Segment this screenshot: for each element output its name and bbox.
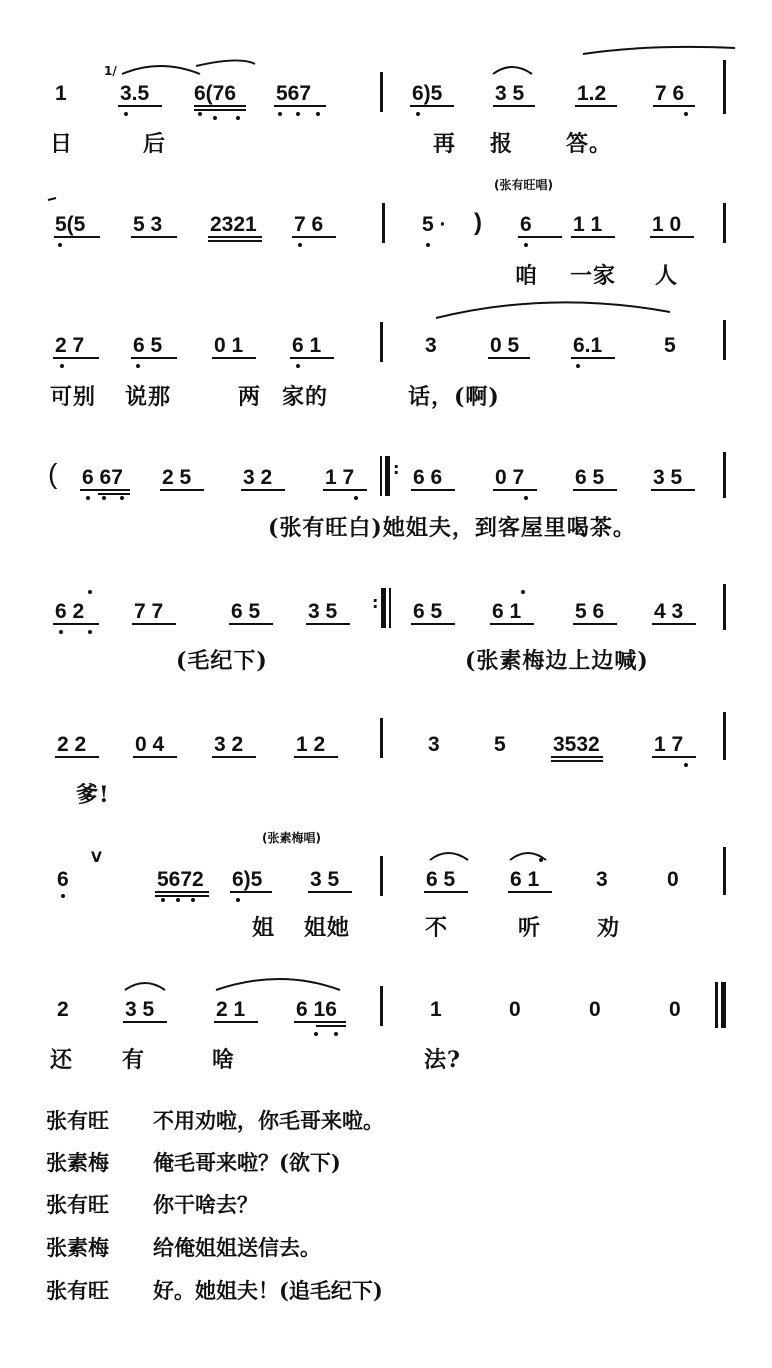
note: 0 7 [495,466,525,489]
speaker: 张有旺 [46,1108,109,1133]
lyric: 劝 [597,915,621,941]
lyric: 再 [433,131,457,157]
note: 6 5 [231,600,261,623]
octave-dot [296,112,300,116]
note: 1.2 [577,82,607,105]
note: 5672 [157,868,204,891]
note: 0 [589,998,601,1021]
octave-dot [191,898,195,902]
octave-dot [102,496,106,500]
lyric: 可别 [50,384,97,410]
note: 1 1 [573,213,603,236]
octave-dot [161,898,165,902]
note: 3 [428,733,440,756]
note: 0 [667,868,679,891]
note: 1 0 [652,213,682,236]
note: 1 7 [325,466,355,489]
octave-dot [236,898,240,902]
lyric: 一家 [570,263,617,289]
lyric: 爹! [76,782,110,808]
speaker: 张素梅 [46,1150,109,1175]
note: 6 5 [575,466,605,489]
lyric: 有 [122,1047,146,1073]
note: 3 5 [125,998,155,1021]
note: 6 16 [296,998,337,1021]
note: 3532 [553,733,600,756]
spoken-text: 你干啥去？ [153,1192,258,1217]
bracket: ( [48,458,58,489]
speaker: 张有旺 [46,1192,109,1217]
lyric: 啥 [212,1047,236,1073]
note: 5 [664,334,676,357]
octave-dot [213,116,217,120]
note: 2 5 [162,466,192,489]
note: 6 1 [510,868,540,891]
note: 6 5 [413,600,443,623]
octave-dot [120,496,124,500]
lyric: 法? [424,1047,461,1073]
note: 3 [596,868,608,891]
note: 6 [520,213,532,236]
lyric: 答。 [566,131,613,157]
slur [48,198,56,200]
stage-direction: (张素梅边上边喊) [465,648,649,674]
octave-dot [88,590,92,594]
note: 1 7 [654,733,684,756]
note: 5 [494,733,506,756]
note: 6)5 [232,868,263,891]
lyric: 日 [50,131,74,157]
breath-mark: V [91,850,102,866]
note: 6)5 [412,82,443,105]
lyric: 还 [50,1047,74,1073]
octave-dot [524,496,528,500]
octave-dot [124,112,128,116]
note: ) [474,209,482,236]
note: 6 5 [426,868,456,891]
note: 4 3 [654,600,684,623]
slur [216,979,340,990]
note: 3 5 [653,466,683,489]
note: 0 5 [490,334,520,357]
note: 0 [669,998,681,1021]
repeat-dots: : [372,593,379,612]
lyric: 听 [518,915,542,941]
note: 6 6 [413,466,443,489]
octave-dot [426,243,430,247]
octave-dot [521,590,525,594]
note: 6 1 [492,600,522,623]
slur [493,67,532,74]
note: 1 [430,998,442,1021]
octave-dot [296,364,300,368]
note: 5(5 [55,213,86,236]
singer-annotation: (张素梅唱) [262,831,321,845]
octave-dot [539,858,543,862]
lyric: 姐她 [304,915,351,941]
note: 3 5 [310,868,340,891]
octave-dot [316,112,320,116]
note: 2321 [210,213,257,236]
octave-dot [278,112,282,116]
note: 6.1 [573,334,603,357]
octave-dot [684,763,688,767]
lyric: 姐 [252,915,276,941]
spoken-text: 好。她姐夫！(追毛纪下) [153,1278,383,1303]
note: 0 [509,998,521,1021]
octave-dot [59,630,63,634]
note: 6 5 [133,334,163,357]
note: 6 2 [55,600,85,623]
octave-dot [314,1032,318,1036]
lyric: 咱 [515,263,539,289]
octave-dot [416,112,420,116]
octave-dot [136,364,140,368]
note: 7 7 [134,600,164,623]
note: 1 2 [296,733,326,756]
note: 6(76 [194,82,237,105]
lyric: 不 [425,915,449,941]
note: 6 1 [292,334,322,357]
octave-dot [354,496,358,500]
note: 2 7 [55,334,85,357]
lyric: 两 [238,384,262,410]
speaker: 张素梅 [46,1235,109,1260]
slur [125,983,165,990]
lyric: 人 [655,263,679,289]
note: 0 4 [135,733,165,756]
lyric: 话，(啊) [408,384,500,410]
spoken-text: 给俺姐姐送信去。 [153,1235,321,1260]
note: 2 2 [57,733,87,756]
octave-dot [176,898,180,902]
octave-dot [58,243,62,247]
octave-dot [298,243,302,247]
note: 6 [57,868,69,891]
note: 3 2 [243,466,273,489]
spoken-line: (张有旺白)她姐夫，到客屋里喝茶。 [268,515,636,541]
note: 567 [276,82,312,105]
octave-dot [576,364,580,368]
note: 3 2 [214,733,244,756]
note: 1 [55,82,67,105]
stage-direction: (毛纪下) [176,648,268,674]
note: 3.5 [120,82,150,105]
repeat-dots: : [393,459,400,478]
note: 7 6 [294,213,324,236]
octave-dot [684,112,688,116]
slur [122,66,200,74]
grace-note: 1/ [104,64,117,78]
slur [583,47,735,54]
octave-dot [60,364,64,368]
singer-annotation: (张有旺唱) [494,178,553,192]
note: 2 1 [216,998,246,1021]
octave-dot [334,1032,338,1036]
octave-dot [61,894,65,898]
slur [196,60,255,66]
note: 3 [425,334,437,357]
lyric: 后 [143,131,167,157]
octave-dot [88,630,92,634]
speaker: 张有旺 [46,1278,109,1303]
lyric: 报 [490,131,514,157]
note: 6 67 [82,466,123,489]
lyric: 家的 [282,384,329,410]
slur [430,853,468,860]
spoken-text: 俺毛哥来啦？(欲下) [153,1150,341,1175]
slur [436,302,670,318]
note: 0 1 [214,334,244,357]
octave-dot [524,243,528,247]
lyric: 说那 [125,384,172,410]
spoken-text: 不用劝啦，你毛哥来啦。 [153,1108,384,1133]
octave-dot [236,116,240,120]
note: 2 [57,998,69,1021]
octave-dot [198,112,202,116]
note: 3 5 [308,600,338,623]
octave-dot [86,496,90,500]
note: 5 6 [575,600,605,623]
note: 3 5 [495,82,525,105]
note: 5 · [422,213,447,236]
note: 5 3 [133,213,163,236]
note: 7 6 [655,82,685,105]
